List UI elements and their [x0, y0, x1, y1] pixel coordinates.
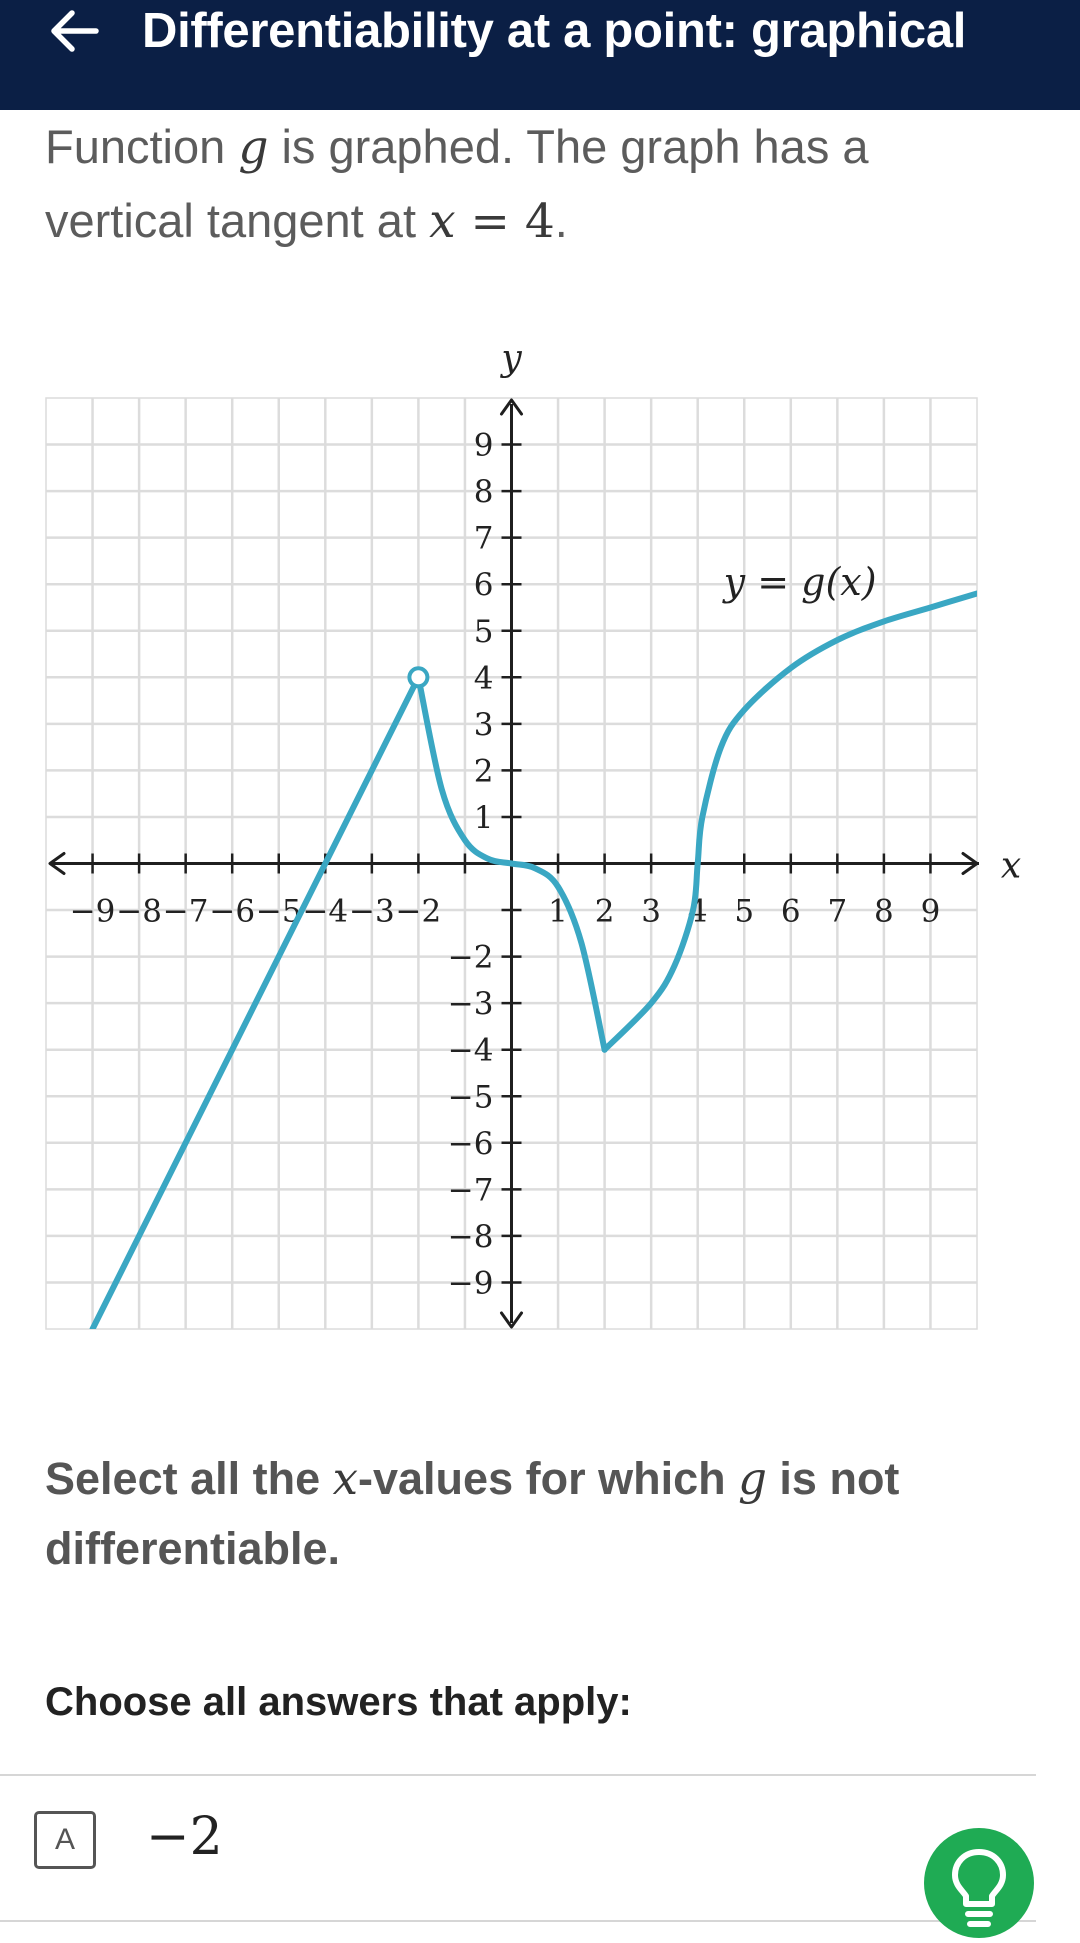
page-title: Differentiability at a point: graphical — [142, 4, 967, 58]
question-part: is not differentiable. — [45, 1453, 900, 1574]
function-name: g — [738, 1452, 767, 1505]
arrow-left-icon — [46, 2, 108, 60]
x-tick-label: 4 — [687, 893, 708, 930]
x-tick-label: −6 — [209, 893, 256, 930]
curve-label: y = g(x) — [723, 560, 877, 605]
x-tick-label: −7 — [162, 893, 209, 930]
x-tick-label: 6 — [780, 893, 801, 930]
y-tick-label: −8 — [447, 1218, 494, 1255]
problem-statement — [45, 110, 1025, 258]
y-tick-label: 8 — [473, 474, 494, 511]
x-tick-label: −9 — [69, 893, 116, 930]
y-tick-label: −3 — [447, 986, 494, 1023]
y-tick-label: −2 — [447, 939, 494, 976]
question-text — [45, 1444, 1035, 1584]
question-part: Select all the — [45, 1453, 333, 1504]
x-tick-label: 7 — [827, 893, 848, 930]
equation-value: = 4 — [455, 194, 555, 249]
function-name: g — [238, 120, 269, 175]
y-tick-label: 7 — [473, 520, 494, 557]
hint-button[interactable] — [924, 1828, 1034, 1938]
y-tick-label: 2 — [473, 753, 494, 790]
x-tick-label: 9 — [920, 893, 941, 930]
y-tick-label: 4 — [473, 660, 494, 697]
variable-x: x — [429, 194, 456, 249]
function-graph — [0, 320, 1080, 1350]
top-bar — [0, 0, 1080, 110]
x-tick-label: 5 — [734, 893, 755, 930]
y-tick-label: 3 — [473, 706, 494, 743]
y-axis-label: y — [501, 338, 522, 379]
choice-letter-box[interactable]: A — [34, 1811, 96, 1869]
x-tick-label: 8 — [874, 893, 894, 930]
x-tick-label: 1 — [548, 893, 568, 930]
choice-a[interactable] — [0, 1776, 1036, 1920]
x-tick-label: −3 — [348, 893, 395, 930]
y-tick-label: −9 — [447, 1265, 494, 1302]
y-tick-label: 5 — [473, 613, 494, 650]
y-tick-label: −6 — [447, 1125, 494, 1162]
y-tick-label: −4 — [447, 1032, 494, 1069]
prompt-text: Function — [45, 120, 239, 173]
variable-x: x — [332, 1452, 359, 1505]
choice-value: −2 — [146, 1807, 223, 1867]
open-point — [409, 668, 427, 686]
y-tick-label: −5 — [447, 1079, 494, 1116]
y-tick-label: −7 — [447, 1172, 494, 1209]
x-tick-label: −5 — [255, 893, 302, 930]
divider — [0, 1920, 1036, 1922]
x-tick-label: −2 — [395, 893, 442, 930]
prompt-end: . — [554, 194, 568, 247]
x-tick-label: 2 — [594, 893, 615, 930]
x-tick-label: −8 — [116, 893, 162, 930]
x-axis-label: x — [1000, 845, 1022, 887]
y-tick-label: 9 — [473, 427, 494, 464]
y-tick-label: 1 — [473, 799, 494, 836]
x-tick-label: 3 — [641, 893, 662, 930]
back-button[interactable] — [46, 2, 108, 60]
x-tick-label: −4 — [302, 893, 349, 930]
instructions: Choose all answers that apply: — [45, 1680, 632, 1724]
lightbulb-icon — [924, 1828, 1034, 1938]
prompt-text: is graphed. The graph has a vertical tangent at — [45, 120, 869, 247]
y-tick-label: 6 — [473, 567, 494, 604]
question-part: -values for which — [358, 1453, 739, 1504]
